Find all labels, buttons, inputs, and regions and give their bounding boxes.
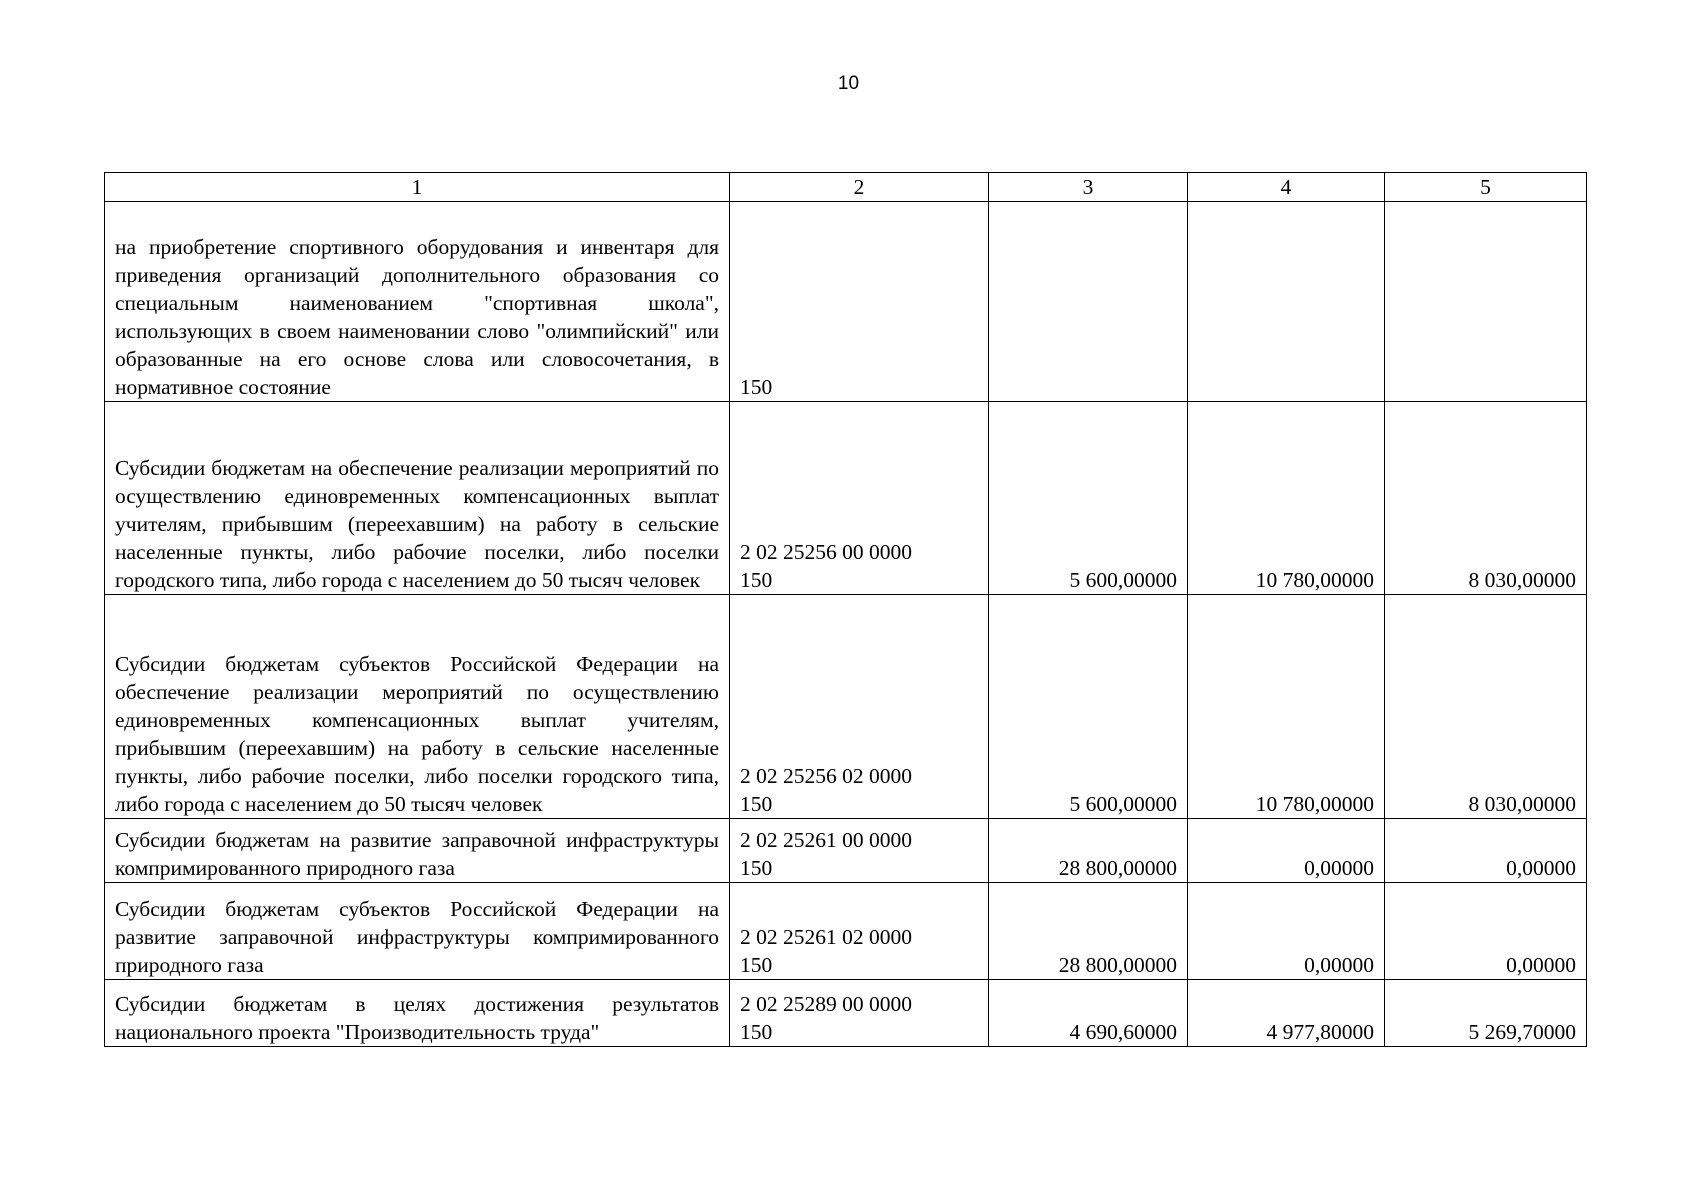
row-code-line2: 150: [740, 792, 773, 816]
table-row: [105, 402, 1587, 595]
row-code-line2: 150: [740, 568, 773, 592]
row-value-col3: [989, 202, 1188, 402]
row-value-col3: 5 600,00000: [989, 595, 1188, 819]
row-value-col5: 0,00000: [1385, 819, 1587, 883]
row-code: [730, 402, 989, 595]
row-code-line2: 150: [740, 1020, 773, 1044]
row-value-col5: 8 030,00000: [1385, 595, 1587, 819]
row-code: [730, 883, 989, 980]
column-header-1: 1: [105, 173, 730, 202]
row-value-col4: 10 780,00000: [1188, 402, 1385, 595]
row-description: Субсидии бюджетам на обеспечение реализации мероприятий по осуществлению единовременных компенсационных выплат учителям, прибывшим (переехавшим) на работу в сельские населенные пункты, либо рабочие поселки, либо поселки городского типа, либо города с населением до 50 тысяч человек: [105, 402, 730, 595]
column-header-2: 2: [730, 173, 989, 202]
row-value-col4: 10 780,00000: [1188, 595, 1385, 819]
row-value-col5: 5 269,70000: [1385, 980, 1587, 1047]
column-header-3: 3: [989, 173, 1188, 202]
row-value-col5: 8 030,00000: [1385, 402, 1587, 595]
row-code-line1: 2 02 25289 00 0000: [740, 992, 912, 1016]
row-value-col4: 0,00000: [1188, 883, 1385, 980]
row-code-line1: 2 02 25261 02 0000: [740, 925, 912, 949]
budget-table: [104, 172, 1587, 1047]
column-header-5: 5: [1385, 173, 1587, 202]
row-description: Субсидии бюджетам субъектов Российской Федерации на обеспечение реализации мероприятий по осуществлению единовременных компенсационных выплат учителям, прибывшим (переехавшим) на работу в сельские населенные пункты, либо рабочие поселки, либо поселки городского типа, либо города с населением до 50 тысяч человек: [105, 595, 730, 819]
row-code-line1: 2 02 25256 02 0000: [740, 764, 912, 788]
row-code-line1: 2 02 25256 00 0000: [740, 540, 912, 564]
table-row: [105, 202, 1587, 402]
row-description: Субсидии бюджетам субъектов Российской Федерации на развитие заправочной инфраструктуры компримированного природного газа: [105, 883, 730, 980]
row-code: [730, 202, 989, 402]
row-value-col3: 28 800,00000: [989, 819, 1188, 883]
row-value-col4: [1188, 202, 1385, 402]
row-description: Субсидии бюджетам на развитие заправочной инфраструктуры компримированного природного газа: [105, 819, 730, 883]
row-value-col3: 4 690,60000: [989, 980, 1188, 1047]
row-code: [730, 980, 989, 1047]
row-code: [730, 595, 989, 819]
row-value-col5: 0,00000: [1385, 883, 1587, 980]
table-row: [105, 883, 1587, 980]
row-value-col4: 0,00000: [1188, 819, 1385, 883]
row-code-line2: 150: [740, 856, 773, 880]
table-header-row: [105, 173, 1587, 202]
table-row: [105, 595, 1587, 819]
page-number: 10: [837, 73, 860, 94]
row-value-col3: 28 800,00000: [989, 883, 1188, 980]
row-description: Субсидии бюджетам в целях достижения результатов национального проекта "Производительность труда": [105, 980, 730, 1047]
table-row: [105, 980, 1587, 1047]
row-value-col3: 5 600,00000: [989, 402, 1188, 595]
row-value-col5: [1385, 202, 1587, 402]
row-description: на приобретение спортивного оборудования и инвентаря для приведения организаций дополнительного образования со специальным наименованием "спортивная школа", использующих в своем наименовании слово "олимпийский" или образованные на его основе слова или словосочетания, в нормативное состояние: [105, 202, 730, 402]
row-value-col4: 4 977,80000: [1188, 980, 1385, 1047]
table-row: [105, 819, 1587, 883]
row-code: [730, 819, 989, 883]
row-code-line2: 150: [740, 953, 773, 977]
row-code-line2: 150: [740, 375, 773, 399]
column-header-4: 4: [1188, 173, 1385, 202]
row-code-line1: 2 02 25261 00 0000: [740, 828, 912, 852]
